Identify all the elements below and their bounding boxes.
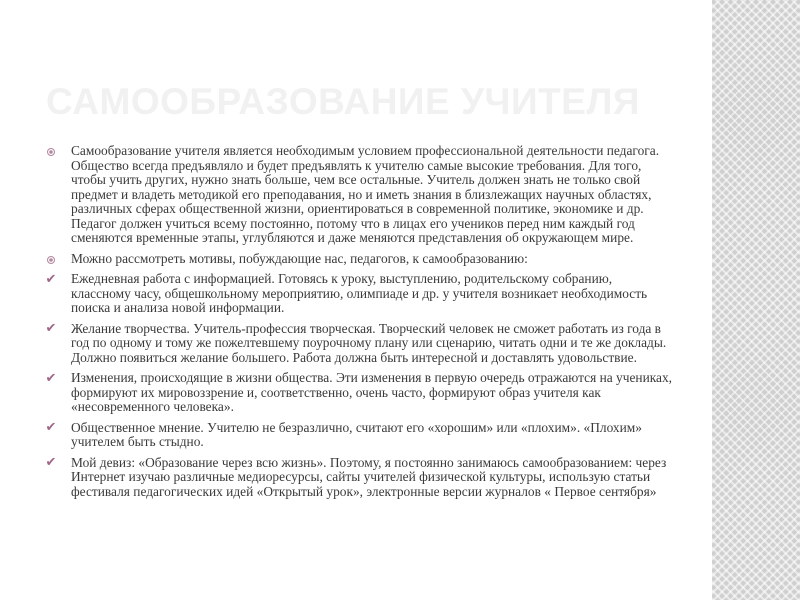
checkmark-icon: ✔ — [45, 370, 57, 386]
list-item — [44, 371, 674, 415]
list-item — [44, 456, 674, 500]
item-text: Можно рассмотреть мотивы, побуждающие нас, педагогов, к самообразованию: — [71, 250, 528, 266]
checkmark-icon: ✔ — [45, 420, 57, 436]
slide-title: САМООБРАЗОВАНИЕ УЧИТЕЛЯ — [46, 81, 640, 122]
list-item — [44, 322, 674, 366]
checkmark-icon: ✔ — [45, 321, 57, 337]
item-text: Ежедневная работа с информацией. Готовясь к уроку, выступлению, родительскому собранию, классному часу, общешкольному мероприятию, олимпиаде и др. у учителя возникает необходимость поиска и анализа новой информации. — [71, 271, 648, 315]
list-item — [44, 144, 674, 246]
item-text: Мой девиз: «Образование через всю жизнь». Поэтому, я постоянно занимаюсь самообразованием: через Интернет изучаю различные медиоресурсы, сайты учителей физической культуры, использую статьи фестиваля педагогических идей «Открытый урок», электронные версии журналов « Первое сентября» — [71, 454, 667, 499]
circle-bullet-icon — [44, 253, 58, 267]
checkmark-icon: ✔ — [45, 271, 57, 287]
item-text: Самообразование учителя является необходимым условием профессиональной деятельности педагога. Общество всегда предъявляло и будет предъявлять к учителю самые высокие требования. Для того, чтобы учить других, нужно знать больше, чем все остальные. Учитель должен знать не только свой предмет и владеть методикой его преподавания, но и иметь знания в близлежащих научных областях, различных сферах общественной жизни, ориентироваться в современной политике, экономике и др. Педагог должен учиться всему постоянно, потому что в лицах его учеников перед ним каждый год сменяются временные этапы, углубляются и даже меняются представления об окружающем мире. — [71, 143, 660, 245]
circle-bullet-icon — [44, 145, 58, 159]
item-text: Общественное мнение. Учителю не безразлично, считают его «хорошим» или «плохим». «Плохим» учителем быть стыдно. — [71, 419, 642, 449]
bullet-list — [44, 144, 674, 505]
decorative-side-stripe — [712, 0, 800, 600]
list-item — [44, 252, 674, 267]
item-text: Изменения, происходящие в жизни общества. Эти изменения в первую очередь отражаются на учениках, формируют их мировоззрение и, соответственно, очень часто, формируют образ учителя как «несовременного человека». — [71, 370, 673, 414]
checkmark-icon: ✔ — [45, 455, 57, 471]
list-item — [44, 421, 674, 450]
list-item — [44, 272, 674, 316]
item-text: Желание творчества. Учитель-профессия творческая. Творческий человек не сможет работать из года в год по одному и тому же пожелтевшему поурочному плану или сценарию, читать одни и те же доклады. Должно появиться желание большего. Работа должна быть интересной и доставлять удовольствие. — [71, 320, 667, 365]
